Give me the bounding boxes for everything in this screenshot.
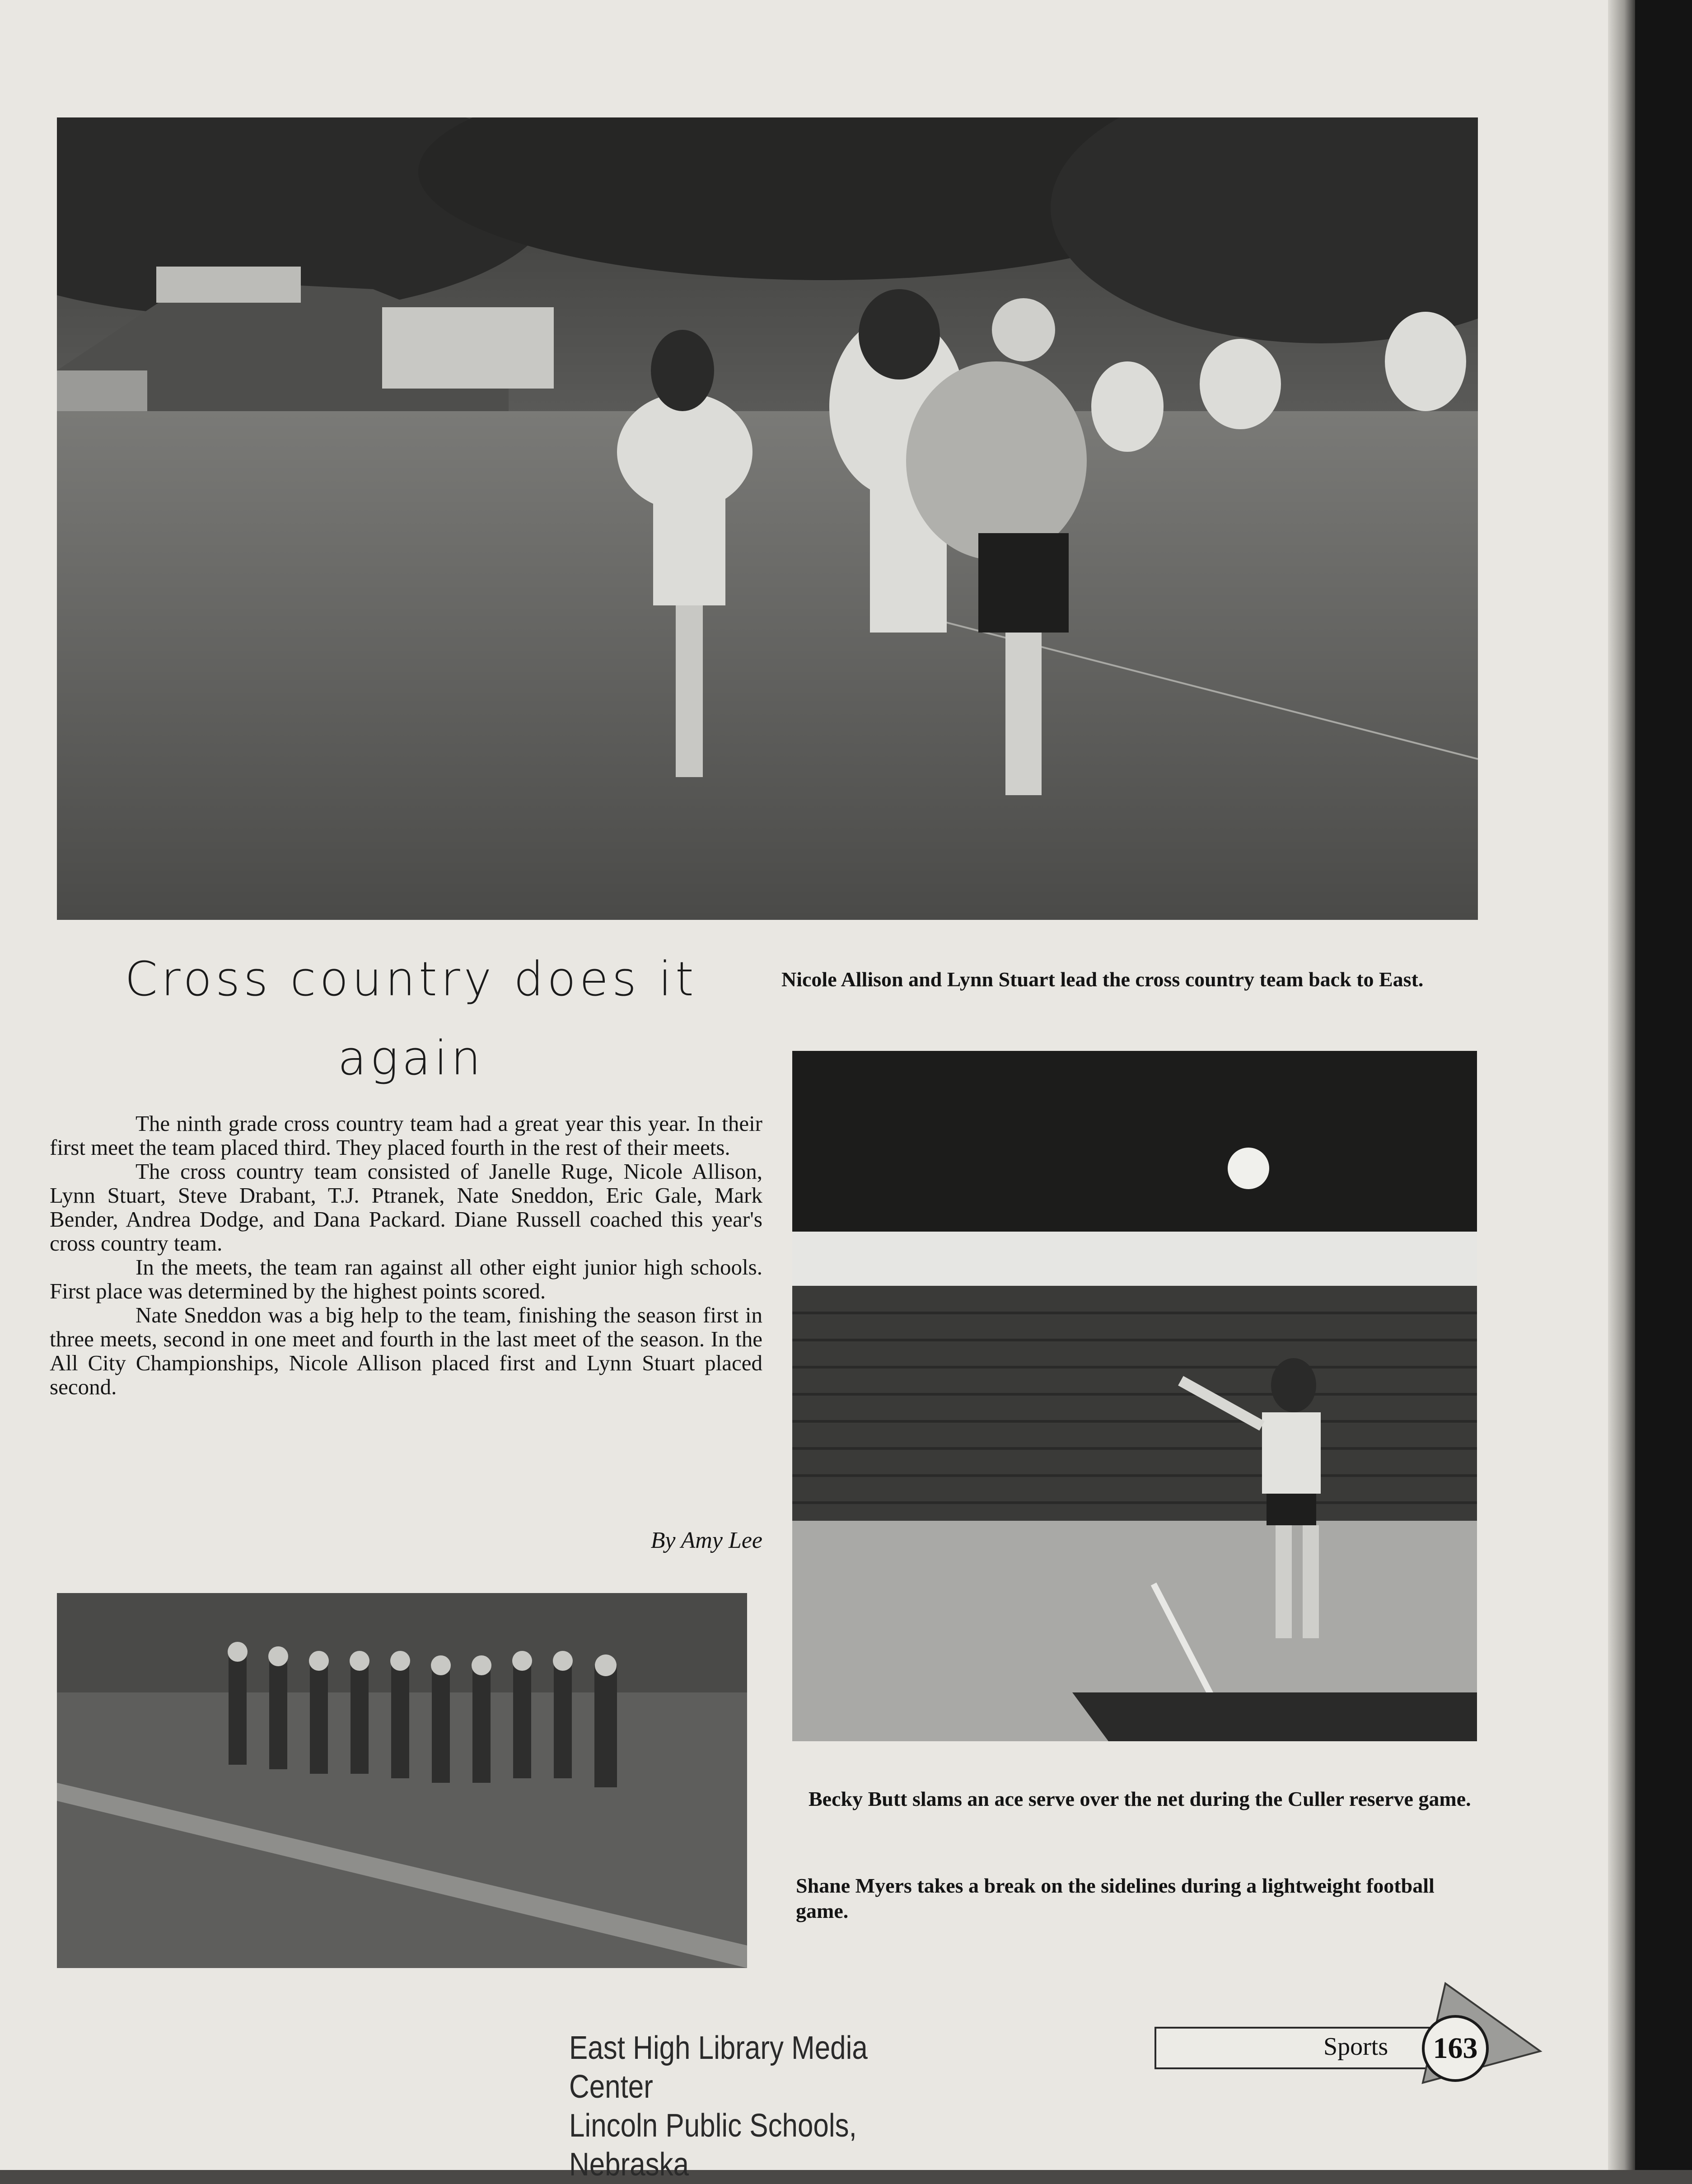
- volleyball-photo-caption: Becky Butt slams an ace serve over the net during the Culler reserve game.: [809, 1787, 1471, 1810]
- article-paragraph: In the meets, the team ran against all other eight junior high schools. First place was determined by the highest points scored.: [50, 1255, 762, 1303]
- volleyball-photo-graphic: [792, 1051, 1477, 1741]
- article-body: [50, 1111, 762, 1399]
- headline-line-2: again: [337, 1031, 485, 1086]
- library-credit: [569, 2029, 958, 2184]
- article-paragraph: Nate Sneddon was a big help to the team, finishing the season first in three meets, second in one meet and fourth in the last meet of the season. In the All City Championships, Nicole Allison placed first and Lynn Stuart placed second.: [50, 1303, 762, 1399]
- volleyball-serve-photo: [792, 1051, 1477, 1741]
- football-sideline-photo: [57, 1593, 747, 1968]
- cross-country-runners-photo: [57, 117, 1478, 920]
- runners-photo-graphic: [57, 117, 1478, 920]
- football-photo-caption: Shane Myers takes a break on the sidelines during a lightweight football game.: [796, 1874, 1435, 1922]
- headline-line-1: Cross country does it: [125, 951, 697, 1007]
- runners-photo-caption: Nicole Allison and Lynn Stuart lead the cross country team back to East.: [781, 968, 1424, 991]
- book-spine-shadow: [1608, 0, 1635, 2170]
- page-number: 163: [1433, 2032, 1478, 2065]
- byline: By Amy Lee: [650, 1528, 762, 1553]
- football-photo-graphic: [57, 1593, 747, 1968]
- article-paragraph: The ninth grade cross country team had a great year this year. In their first meet the team placed third. They placed fourth in the rest of their meets.: [50, 1111, 762, 1160]
- article-paragraph: The cross country team consisted of Janelle Ruge, Nicole Allison, Lynn Stuart, Steve Drabant, T.J. Ptranek, Nate Sneddon, Eric Gale, Mark Bender, Andrea Dodge, and Dana Packard. Diane Russell coached this year's cross country team.: [50, 1159, 762, 1256]
- credit-line-2: Lincoln Public Schools, Nebraska: [569, 2108, 857, 2183]
- section-label: Sports: [1323, 2033, 1388, 2061]
- credit-line-1: East High Library Media Center: [569, 2030, 868, 2105]
- headline: [50, 940, 772, 1098]
- book-edge: [1635, 0, 1692, 2170]
